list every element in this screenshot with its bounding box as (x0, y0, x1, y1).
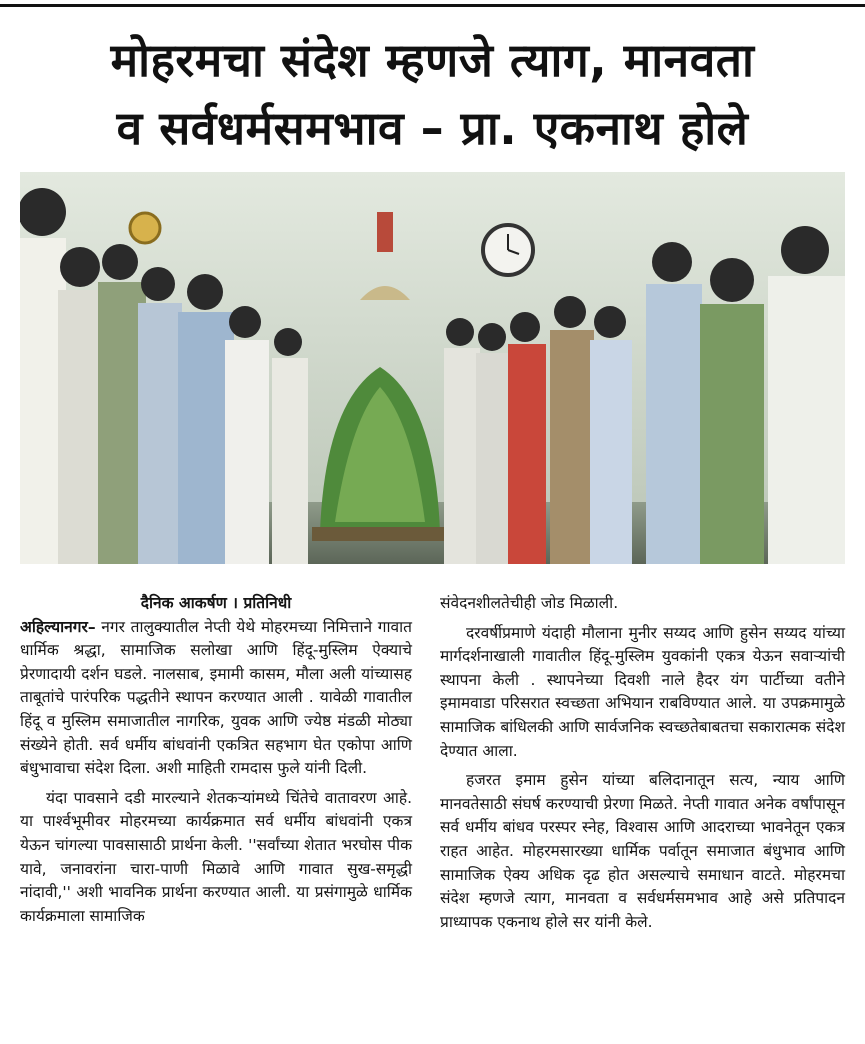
byline: दैनिक आकर्षण । प्रतिनिधी (140, 594, 292, 612)
article-paragraph-1 (20, 616, 412, 781)
lamp-icon (377, 212, 393, 252)
group-photo-drawing (20, 172, 845, 564)
article-paragraph-4: हजरत इमाम हुसेन यांच्या बलिदानातून सत्य, न्याय आणि मानवतेसाठी संघर्ष करण्याची प्रेरणा मिळते. नेप्ती गावात अनेक वर्षांपासून सर्व धर्मीय बांधव परस्पर स्नेह, विश्वास आणि आदराच्या भावनेतून एकत्र राहत आहेत. मोहरमसारख्या धार्मिक पर्वातून समाजात बंधुभाव आणि सामाजिक ऐक्य अधिक दृढ होत असल्याचे समाधान वाटते. मोहरमचा संदेश म्हणजे त्याग, मानवता व सर्वधर्मसमभाव आहे असे प्रतिपादन प्राध्यापक एकनाथ होले सर यांनी केले. (440, 771, 845, 931)
wall-plaque-icon (130, 213, 160, 243)
dateline: अहिल्यानगर– (20, 617, 96, 636)
article-paragraph-2: यंदा पावसाने दडी मारल्याने शेतकऱ्यांमध्ये चिंतेचे वातावरण आहे. या पार्श्वभूमीवर मोहरमच्या कार्यक्रमात सर्व धर्मीय बांधवांनी एकत्र येऊन चांगल्या पावसासाठी प्रार्थना केली. ''सर्वांच्या शेतात भरघोस पीक यावे, जनावरांना चारा-पाणी मिळावे आणि गावात सुख-समृद्धी नांदावी,'' अशी भावनिक प्रार्थना करण्यात आली. या प्रसंगामुळे धार्मिक कार्यक्रमाला सामाजिक (20, 788, 412, 925)
paragraph-1-text: नगर तालुक्यातील नेप्ती येथे मोहरमच्या निमित्ताने गावात धार्मिक श्रद्धा, सामाजिक सलोखा आणि हिंदू-मुस्लिम ऐक्याचे प्रेरणादायी दर्शन घडले. नालसाब, इमामी कासम, मौला अली यांच्यासह ताबूतांचे पारंपरिक पद्धतीने स्थापन करण्यात आली . यावेळी गावातील हिंदू व मुस्लिम समाजातील नागरिक, युवक आणि ज्येष्ठ मंडळी मोठ्या संख्येने होती. सर्व धर्मीय बांधवांनी एकत्रित सहभाग घेत एकोपा आणि बंधुभावाचा संदेश दिला. अशी माहिती रामदास फुले यांनी दिली. (20, 617, 412, 778)
top-rule (0, 4, 865, 7)
article-paragraph-2-continued: संवेदनशीलतेचीही जोड मिळाली. (440, 594, 619, 612)
headline-line-1: मोहरमचा संदेश म्हणजे त्याग, मानवता (110, 33, 755, 87)
group-photo (20, 172, 845, 564)
article-column-right (440, 592, 845, 934)
article-column-left (20, 592, 412, 928)
headline-line-2: व सर्वधर्मसमभाव – प्रा. एकनाथ होले (116, 101, 749, 155)
article-paragraph-3: दरवर्षीप्रमाणे यंदाही मौलाना मुनीर सय्यद आणि हुसेन सय्यद यांच्या मार्गदर्शनाखाली गावातील हिंदू-मुस्लिम युवकांनी एकत्र येऊन सवाऱ्यांची स्थापना केली . स्थापनेच्या दिवशी नाले हैदर यंग पार्टीच्या वतीने इमामवाडा परिसरात स्वच्छता अभियान राबविण्यात आले. या उपक्रमामुळे सामाजिक बांधिलकी आणि सार्वजनिक स्वच्छतेबाबतचा सकारात्मक संदेश देण्यात आला. (440, 623, 845, 760)
